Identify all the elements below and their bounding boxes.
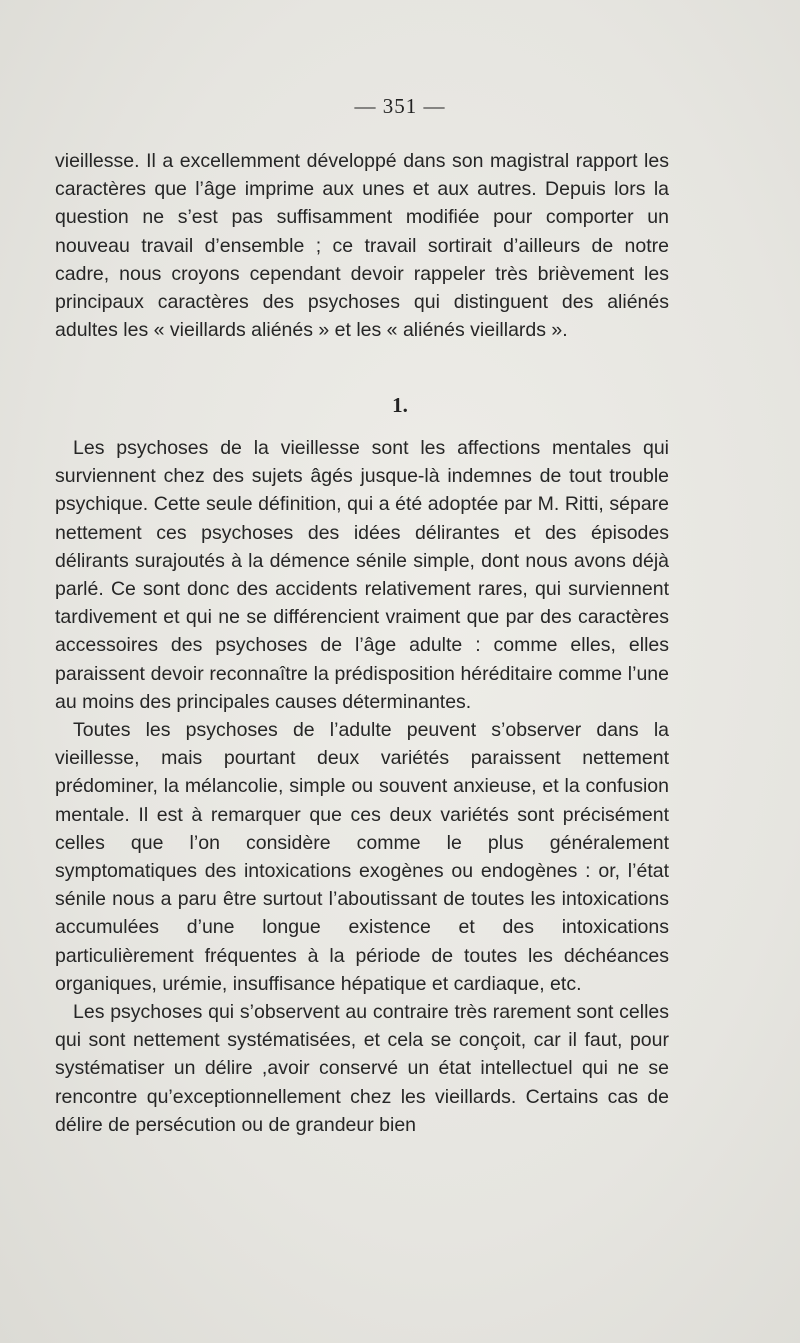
section-number: 1.	[392, 393, 408, 417]
paragraph-continuation: vieillesse. Il a excellemment développé dans son magistral rapport les caractères que l’âge imprime aux unes et aux autres. Depuis lors la question ne s’est pas suffisamment modifiée pour comporter un nouveau travail d’ensemble ; ce travail sortirait d’ailleurs de notre cadre, nous croyons cependant devoir rappeler très brièvement les principaux caractères des psychoses qui distinguent des aliénés adultes les « vieillards aliénés » et les « aliénés vieillards ».	[55, 150, 669, 342]
page-number: — 351 —	[354, 94, 446, 118]
paragraph-varieties: Toutes les psychoses de l’adulte peuvent s’observer dans la vieillesse, mais pourtant deux variétés paraissent nettement prédominer, la mélancolie, simple ou souvent anxieuse, et la confusion mentale. Il est à remarquer que ces deux variétés sont précisément celles que l’on considère comme le plus généralement symptomatiques des intoxications exogènes ou endogènes : or, l’état sénile nous a paru être surtout l’aboutissant de toutes les intoxications accumulées d’une longue existence et des intoxications particulièrement fréquentes à la période de toutes les déchéances organiques, urémie, insuffisance hépatique et cardiaque, etc.	[55, 719, 669, 995]
paragraph-systematized: Les psychoses qui s’observent au contraire très rarement sont celles qui sont nettement systématisées, et cela se conçoit, car il faut, pour systématiser un délire ,avoir conservé un état intellectuel qui ne se rencontre qu’exceptionnellement chez les vieillards. Certains cas de délire de persécution ou de grandeur bien	[55, 1001, 669, 1136]
paragraph-definition: Les psychoses de la vieillesse sont les affections mentales qui surviennent chez des sujets âgés jusque-là indemnes de tout trouble psychique. Cette seule définition, qui a été adoptée par M. Ritti, sépare nettement ces psychoses des idées délirantes et des épisodes délirants surajoutés à la démence sénile simple, dont nous avons déjà parlé. Ce sont donc des accidents relativement rares, qui surviennent tardivement et qui ne se différencient vraiment que par des caractères accessoires des psychoses de l’âge adulte : comme elles, elles paraissent devoir reconnaître la prédisposition héréditaire comme l’une au moins des principales causes déterminantes.	[55, 437, 669, 713]
section-text-block	[55, 434, 669, 1139]
intro-text-block	[55, 147, 669, 344]
